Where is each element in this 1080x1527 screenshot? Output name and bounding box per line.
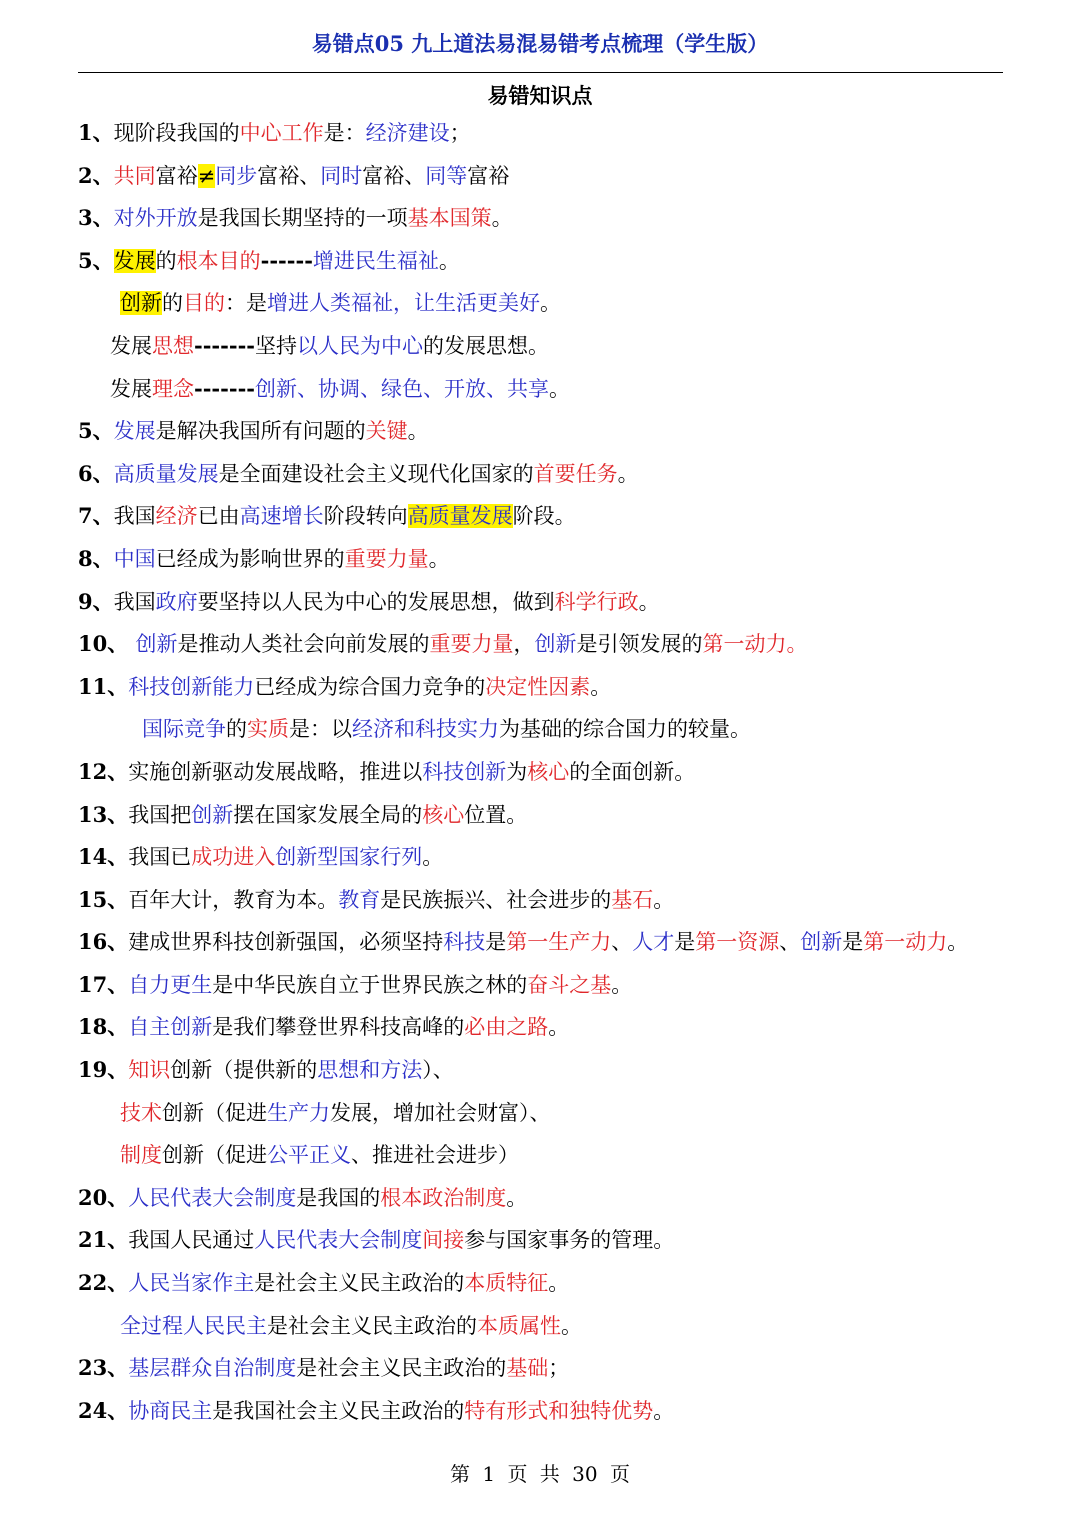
- text-segment: 。: [438, 248, 460, 273]
- text-segment: 经济: [155, 504, 198, 529]
- section-title: 易错知识点: [487, 83, 593, 108]
- text-segment: 创新（促进: [162, 1100, 267, 1125]
- text-segment: 重要力量: [429, 632, 514, 657]
- text-segment: 国际竞争: [142, 717, 226, 742]
- text-segment: 公平正义: [267, 1143, 351, 1168]
- item-number: 21、: [78, 1227, 129, 1253]
- knowledge-line: [0, 536, 1080, 579]
- page-number: 第 1 页 共 30 页: [450, 1462, 630, 1486]
- knowledge-line: [0, 323, 1080, 366]
- knowledge-line: [0, 1260, 1080, 1303]
- text-segment: 基本国策: [407, 206, 492, 231]
- text-segment: 经济和科技实力: [352, 717, 499, 742]
- text-segment: 协商民主: [128, 1398, 213, 1423]
- text-segment: 是民族振兴、社会进步的: [380, 887, 612, 912]
- text-segment: 是: [485, 930, 507, 955]
- knowledge-line: [0, 792, 1080, 835]
- text-segment: 。: [611, 972, 633, 997]
- knowledge-line: [0, 664, 1080, 707]
- text-segment: 、推进社会进步）: [351, 1143, 519, 1168]
- text-segment: 我国: [113, 589, 156, 614]
- knowledge-line: [0, 962, 1080, 1005]
- text-segment: 实施创新驱动发展战略，推进以: [128, 759, 423, 784]
- item-number: 13、: [78, 801, 129, 827]
- text-segment: 人民代表大会制度: [254, 1228, 423, 1253]
- text-segment: 奋斗之基: [527, 972, 612, 997]
- text-segment: 基石: [611, 887, 654, 912]
- text-segment: 核心: [527, 759, 570, 784]
- text-segment: 间接: [422, 1228, 465, 1253]
- text-segment: 创新（提供新的: [170, 1058, 318, 1083]
- text-segment: 自力更生: [128, 972, 213, 997]
- text-segment: 是：以: [289, 717, 352, 742]
- item-number: 17、: [78, 971, 129, 997]
- text-segment: 发展: [113, 248, 156, 273]
- text-segment: 首要任务: [533, 461, 618, 486]
- text-segment: 的: [226, 717, 247, 742]
- text-segment: 已经成为影响世界的: [155, 546, 345, 571]
- text-segment: 、: [611, 930, 633, 955]
- text-segment: 是全面建设社会主义现代化国家的: [218, 461, 534, 486]
- text-segment: 是社会主义民主政治的: [267, 1313, 477, 1338]
- item-number: 5、: [78, 418, 114, 444]
- text-segment: 是我们攀登世界科技高峰的: [212, 1015, 465, 1040]
- text-segment: 思想: [152, 333, 194, 358]
- text-segment: 共同: [113, 163, 156, 188]
- text-segment: 第一生产力: [506, 930, 612, 955]
- text-segment: 。: [561, 1313, 582, 1338]
- text-segment: 经济建设: [365, 121, 450, 145]
- text-segment: 高质量发展: [407, 504, 513, 529]
- text-segment: 是推动人类社会向前发展的: [177, 632, 430, 657]
- text-segment: 是我国的: [296, 1185, 381, 1210]
- text-segment: 思想和方法: [317, 1058, 423, 1083]
- text-segment: 第一动力。: [702, 632, 808, 657]
- text-segment: 。: [590, 674, 612, 699]
- text-segment: 根本政治制度: [380, 1185, 507, 1210]
- text-segment: 坚持: [255, 333, 298, 358]
- text-segment: 发展: [110, 376, 152, 401]
- text-segment: 。: [428, 546, 450, 571]
- text-segment: 。: [653, 887, 675, 912]
- text-segment: 必由之路: [464, 1015, 549, 1040]
- text-segment: 人民当家作主: [128, 1271, 255, 1296]
- item-number: 8、: [78, 545, 114, 571]
- text-segment: 建成世界科技创新强国，必须坚持: [128, 930, 444, 955]
- text-segment: 发展: [110, 333, 152, 358]
- text-segment: 。: [947, 930, 969, 955]
- knowledge-line: [0, 1090, 1080, 1133]
- text-segment: 第一动力: [863, 930, 948, 955]
- knowledge-line: [0, 238, 1080, 281]
- text-segment: -------: [194, 332, 256, 358]
- text-segment: 发展，增加社会财富）、: [330, 1100, 551, 1125]
- text-segment: 同等: [425, 163, 468, 188]
- text-segment: 阶段转向: [323, 504, 408, 529]
- item-number: 23、: [78, 1355, 129, 1381]
- knowledge-line: [0, 579, 1080, 622]
- item-number: 24、: [78, 1397, 129, 1423]
- knowledge-line: [0, 1303, 1080, 1346]
- knowledge-line: [0, 1388, 1080, 1431]
- knowledge-point-list: [0, 110, 1080, 1430]
- item-number: 11、: [78, 673, 129, 699]
- text-segment: 现阶段我国的: [113, 121, 240, 145]
- knowledge-line: [0, 621, 1080, 664]
- text-segment: 目的: [183, 291, 225, 316]
- text-segment: 。: [422, 845, 444, 870]
- text-segment: 为基础的综合国力的较量。: [499, 717, 751, 742]
- text-segment: 。: [548, 1015, 570, 1040]
- text-segment: 的全面创新。: [569, 759, 696, 784]
- text-segment: 为: [506, 759, 528, 784]
- text-segment: 自主创新: [128, 1015, 213, 1040]
- text-segment: 我国已: [128, 845, 192, 870]
- text-segment: 科学行政: [554, 589, 639, 614]
- text-segment: 百年大计，教育为本。: [128, 887, 339, 912]
- knowledge-line: [0, 1345, 1080, 1388]
- item-number: 5、: [78, 247, 114, 273]
- text-segment: 增进人类福祉，让生活更美好: [267, 291, 540, 316]
- text-segment: 发展: [113, 419, 156, 444]
- text-segment: 中心工作: [239, 121, 324, 145]
- text-segment: 决定性因素: [485, 674, 591, 699]
- text-segment: 第一资源: [695, 930, 780, 955]
- text-segment: 人民代表大会制度: [128, 1185, 297, 1210]
- text-segment: 本质特征: [464, 1271, 549, 1296]
- item-number: 15、: [78, 886, 129, 912]
- item-number: 12、: [78, 758, 129, 784]
- knowledge-line: [0, 834, 1080, 877]
- text-segment: 是社会主义民主政治的: [296, 1356, 507, 1381]
- knowledge-line: [0, 919, 1080, 962]
- knowledge-line: [0, 1132, 1080, 1175]
- text-segment: 。: [653, 1398, 675, 1423]
- text-segment: ；: [548, 1356, 570, 1381]
- text-segment: 根本目的: [176, 248, 261, 273]
- text-segment: 创新（促进: [162, 1143, 267, 1168]
- text-segment: 是: [842, 930, 864, 955]
- text-segment: 我国: [113, 504, 156, 529]
- text-segment: 以人民为中心: [297, 333, 424, 358]
- text-segment: 基层群众自治制度: [128, 1356, 297, 1381]
- text-segment: 。: [540, 291, 561, 316]
- text-segment: 是解决我国所有问题的: [155, 419, 366, 444]
- document-title: 易错点05 九上道法易混易错考点梳理（学生版）: [311, 31, 769, 56]
- knowledge-line: [0, 195, 1080, 238]
- text-segment: 理念: [152, 376, 194, 401]
- text-segment: 创新、协调、绿色、开放、共享: [255, 376, 550, 401]
- text-segment: 是社会主义民主政治的: [254, 1271, 465, 1296]
- knowledge-line: [0, 1047, 1080, 1090]
- knowledge-line: [0, 877, 1080, 920]
- knowledge-line: [0, 1217, 1080, 1260]
- text-segment: 是我国长期坚持的一项: [197, 206, 408, 231]
- text-segment: 富裕: [467, 163, 510, 188]
- text-segment: 是中华民族自立于世界民族之林的: [212, 972, 528, 997]
- item-number: 18、: [78, 1014, 129, 1040]
- item-number: 1、: [78, 120, 114, 145]
- text-segment: 科技: [443, 930, 486, 955]
- text-segment: ）、: [422, 1058, 454, 1083]
- item-number: 6、: [78, 460, 114, 486]
- text-segment: 创新: [800, 930, 843, 955]
- item-number: 10、: [78, 631, 136, 657]
- knowledge-line: [0, 1004, 1080, 1047]
- text-segment: 关键: [365, 419, 408, 444]
- text-segment: 富裕: [155, 163, 198, 188]
- knowledge-line: [0, 493, 1080, 536]
- text-segment: 全过程人民民主: [120, 1313, 267, 1338]
- text-segment: 人才: [632, 930, 675, 955]
- text-segment: 、: [779, 930, 801, 955]
- text-segment: 科技创新能力: [128, 674, 255, 699]
- text-segment: 我国把: [128, 802, 192, 827]
- text-segment: 特有形式和独特优势: [464, 1398, 654, 1423]
- text-segment: 政府: [155, 589, 198, 614]
- text-segment: 摆在国家发展全局的: [233, 802, 423, 827]
- text-segment: 。: [506, 1185, 528, 1210]
- text-segment: 是我国社会主义民主政治的: [212, 1398, 465, 1423]
- text-segment: 的发展思想。: [423, 333, 550, 358]
- item-number: 3、: [78, 205, 114, 231]
- text-segment: 创新: [135, 632, 178, 657]
- knowledge-line: [0, 749, 1080, 792]
- text-segment: 同时: [320, 163, 363, 188]
- item-number: 22、: [78, 1270, 129, 1296]
- knowledge-line: [0, 280, 1080, 323]
- text-segment: 富裕、: [362, 163, 426, 188]
- text-segment: 参与国家事务的管理。: [464, 1228, 675, 1253]
- item-number: 20、: [78, 1184, 129, 1210]
- text-segment: 本质属性: [477, 1313, 561, 1338]
- text-segment: 同步: [215, 163, 258, 188]
- text-segment: 核心: [422, 802, 465, 827]
- text-segment: ≠: [197, 163, 216, 188]
- text-segment: 中国: [113, 546, 156, 571]
- item-number: 14、: [78, 844, 129, 870]
- text-segment: 的: [155, 248, 177, 273]
- text-segment: 制度: [120, 1143, 162, 1168]
- text-segment: 是: [674, 930, 696, 955]
- text-segment: 生产力: [267, 1100, 330, 1125]
- text-segment: 创新: [534, 632, 577, 657]
- text-segment: 高速增长: [239, 504, 324, 529]
- knowledge-line: [0, 153, 1080, 196]
- knowledge-line: [0, 366, 1080, 409]
- text-segment: 创新型国家行列: [275, 845, 423, 870]
- item-number: 19、: [78, 1057, 129, 1083]
- text-segment: 对外开放: [113, 206, 198, 231]
- text-segment: 增进民生福祉: [312, 248, 439, 273]
- text-segment: ；: [449, 121, 471, 145]
- text-segment: 。: [549, 376, 571, 401]
- text-segment: 。: [491, 206, 513, 231]
- text-segment: 已由: [197, 504, 240, 529]
- text-segment: 高质量发展: [113, 461, 219, 486]
- text-segment: 。: [548, 1271, 570, 1296]
- text-segment: 教育: [338, 887, 381, 912]
- text-segment: 。: [638, 589, 660, 614]
- text-segment: 实质: [247, 717, 289, 742]
- knowledge-line: [0, 1175, 1080, 1218]
- text-segment: ------: [260, 247, 313, 273]
- item-number: 2、: [78, 162, 114, 188]
- item-number: 16、: [78, 929, 129, 955]
- knowledge-line: [0, 706, 1080, 749]
- item-number: 7、: [78, 503, 114, 529]
- text-segment: 位置。: [464, 802, 528, 827]
- knowledge-line: [0, 451, 1080, 494]
- text-segment: 创新: [120, 291, 162, 316]
- text-segment: 创新: [191, 802, 234, 827]
- text-segment: 要坚持以人民为中心的发展思想，做到: [197, 589, 555, 614]
- header-divider: [78, 72, 1003, 73]
- knowledge-line: [0, 110, 1080, 153]
- text-segment: ，: [513, 632, 535, 657]
- text-segment: 。: [617, 461, 639, 486]
- text-segment: 成功进入: [191, 845, 276, 870]
- item-number: 9、: [78, 588, 114, 614]
- text-segment: 富裕、: [257, 163, 321, 188]
- text-segment: 的: [162, 291, 183, 316]
- text-segment: 基础: [506, 1356, 549, 1381]
- text-segment: 阶段。: [512, 504, 576, 529]
- text-segment: 我国人民通过: [128, 1228, 255, 1253]
- text-segment: 是引领发展的: [576, 632, 703, 657]
- text-segment: 已经成为综合国力竞争的: [254, 674, 486, 699]
- text-segment: 。: [407, 419, 429, 444]
- text-segment: ：是: [225, 291, 267, 316]
- text-segment: 科技创新: [422, 759, 507, 784]
- text-segment: -------: [194, 375, 256, 401]
- text-segment: 知识: [128, 1058, 171, 1083]
- text-segment: 是：: [323, 121, 366, 145]
- text-segment: 技术: [120, 1100, 162, 1125]
- knowledge-line: [0, 408, 1080, 451]
- text-segment: 重要力量: [344, 546, 429, 571]
